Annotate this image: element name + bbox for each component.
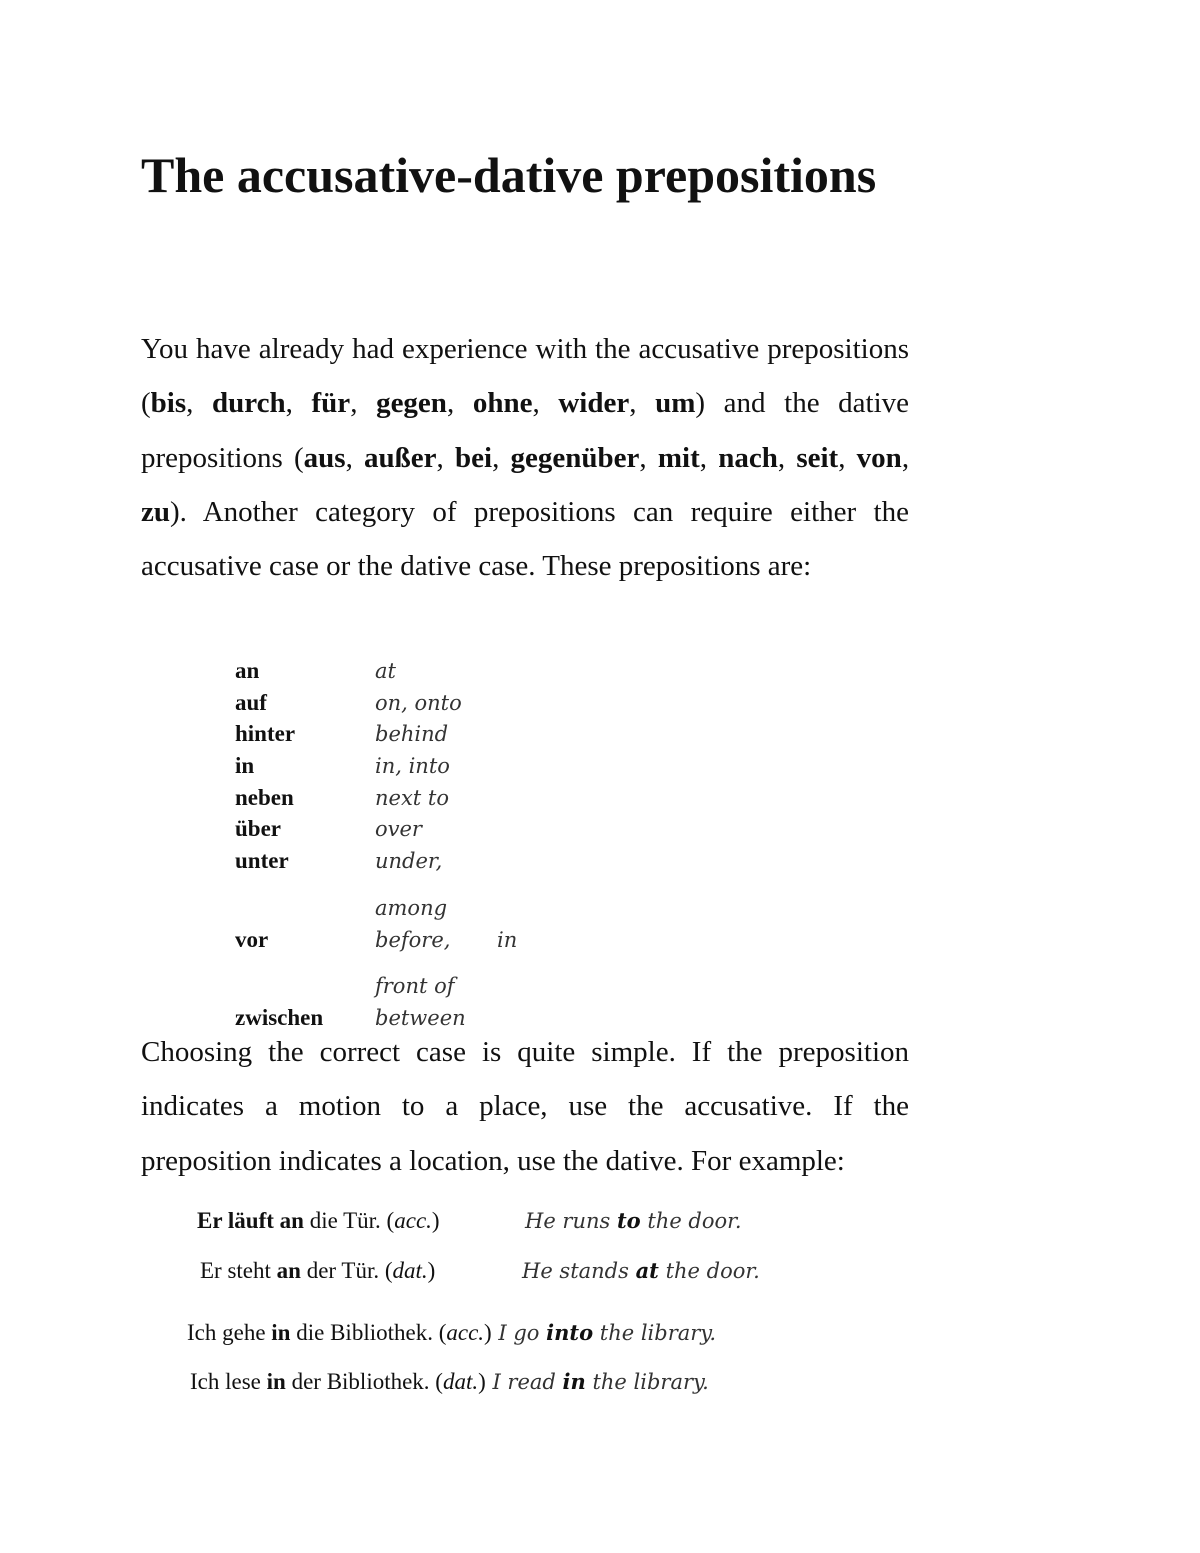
rule-paragraph: Choosing the correct case is quite simple. If the preposition indicates a motion to a place, use the accusative. If the preposition indicates a location, use the dative. For example:	[141, 1036, 909, 1177]
acc-prep: um	[655, 387, 696, 420]
preposition-english: under,	[375, 849, 443, 873]
preposition-english: in, into	[375, 754, 450, 778]
example-english: He runs to the door.	[525, 1208, 742, 1233]
dat-prep: von	[856, 441, 902, 474]
preposition-german: in	[235, 753, 255, 778]
acc-prep: bis	[150, 387, 187, 420]
intro-text-3: ). Another category of prepositions can require either the accusative case or the dative case. These prepositions are:	[141, 495, 909, 583]
acc-prep: durch	[212, 387, 286, 420]
preposition-english: next to	[375, 786, 449, 810]
preposition-english: at	[375, 659, 396, 683]
example-german: Er steht an der Tür. (dat.)	[200, 1258, 436, 1283]
dat-prep: mit	[657, 441, 700, 474]
acc-prep: ohne	[472, 387, 533, 420]
example-sentence	[187, 1318, 716, 1348]
preposition-english: behind	[375, 722, 449, 746]
preposition-german: neben	[235, 785, 294, 810]
dat-prep: aus	[303, 441, 346, 474]
intro-text-2: ) and the dative prepositions (	[141, 387, 910, 474]
example-german: Er läuft an die Tür. (acc.)	[197, 1208, 440, 1233]
example-english: I go into the library.	[491, 1320, 717, 1345]
dat-prep: seit	[796, 441, 839, 474]
example-sentence	[200, 1256, 435, 1286]
example-translation	[525, 1206, 742, 1236]
acc-prep: wider	[558, 387, 630, 420]
preposition-german: vor	[235, 927, 269, 952]
preposition-german: hinter	[235, 721, 296, 746]
dat-prep: zu	[141, 495, 170, 528]
example-english: He stands at the door.	[522, 1258, 760, 1283]
preposition-english: front of	[375, 974, 455, 998]
example-english: I read in the library.	[485, 1369, 709, 1394]
preposition-german: an	[235, 658, 260, 683]
example-translation	[522, 1256, 760, 1286]
example-german: Ich lese in der Bibliothek. (dat.)	[190, 1369, 486, 1394]
intro-text-1: You have already had experience with the accusative prepositions (	[141, 333, 909, 420]
preposition-english: on, onto	[375, 691, 462, 715]
dat-prep: außer	[364, 441, 437, 474]
dat-prep: bei	[455, 441, 493, 474]
preposition-english: before,	[375, 928, 451, 952]
preposition-german: zwischen	[235, 1005, 324, 1030]
acc-prep: gegen	[376, 387, 447, 420]
preposition-german: unter	[235, 848, 289, 873]
preposition-german: über	[235, 816, 281, 841]
dat-prep: nach	[718, 441, 778, 474]
intro-paragraph: You have already had experience with the accusative prepositions (bis, durch, für, gegen, ohne, wider, um) and the dative prepositions (aus, außer, bei, gegenüber, mit, nach, seit, von, zu). Another category of prepositions can require either the accusative case or the dative case. These prepositions are:	[141, 333, 910, 583]
preposition-english: over	[375, 817, 422, 841]
preposition-english: between	[375, 1006, 466, 1030]
example-sentence	[190, 1367, 709, 1397]
preposition-english: among	[375, 896, 448, 920]
preposition-german: auf	[235, 690, 267, 715]
example-german: Ich gehe in die Bibliothek. (acc.)	[187, 1320, 492, 1345]
acc-prep: für	[311, 387, 351, 420]
preposition-english-extra: in	[497, 928, 518, 952]
example-sentence	[197, 1206, 440, 1236]
page-title: The accusative-dative prepositions	[141, 147, 877, 203]
dat-prep: gegenüber	[510, 441, 640, 474]
